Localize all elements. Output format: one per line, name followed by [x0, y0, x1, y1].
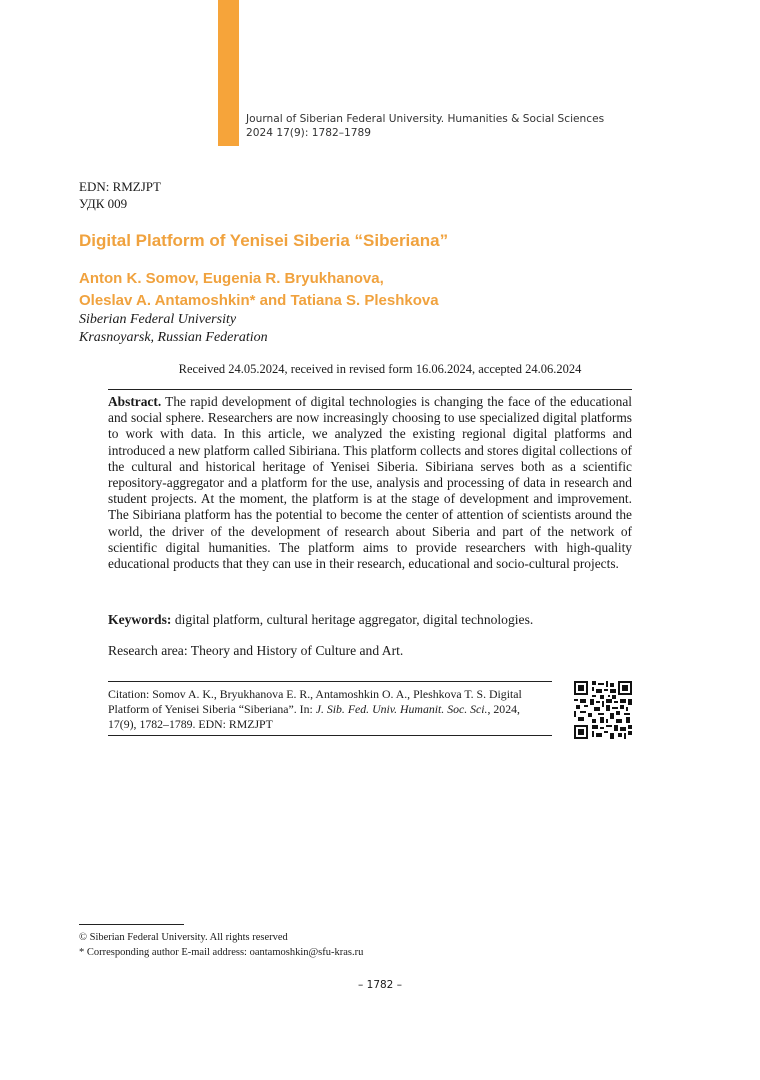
journal-volume: 2024 17(9): 1782–1789 — [246, 127, 371, 139]
keywords-label: Keywords: — [108, 612, 172, 627]
citation-bottom-rule — [108, 735, 552, 736]
keywords-text: digital platform, cultural heritage aggregator, digital technologies. — [174, 612, 534, 627]
udk-code: УДК 009 — [79, 196, 128, 211]
citation-top-rule — [108, 681, 552, 682]
affiliation-institution: Siberian Federal University — [79, 312, 237, 327]
authors-line-2: Oleslav A. Antamoshkin* and Tatiana S. Pleshkova — [79, 292, 439, 309]
keywords — [108, 612, 632, 628]
journal-name: Journal of Siberian Federal University. Humanities & Social Sciences — [246, 113, 605, 125]
page-number: – 1782 – — [358, 979, 402, 991]
affiliation-location: Krasnoyarsk, Russian Federation — [79, 330, 268, 345]
citation — [108, 687, 548, 732]
affiliation — [79, 311, 268, 347]
copyright-notice: © Siberian Federal University. All rights reserved — [79, 932, 288, 943]
citation-authors-title: Citation: Somov A. K., Bryukhanova E. R., Antamoshkin O. A., Pleshkova T. S. Digital Platform of Yenisei Siberia “Siberiana”. In: — [108, 687, 522, 716]
author-list — [79, 268, 439, 312]
article-meta — [79, 178, 161, 212]
research-area: Research area: Theory and History of Culture and Art. — [108, 643, 404, 658]
article-title: Digital Platform of Yenisei Siberia “Siberiana” — [79, 231, 449, 250]
abstract — [108, 394, 632, 572]
journal-header — [246, 112, 604, 140]
journal-accent-bar — [218, 0, 239, 146]
abstract-text: The rapid development of digital technologies is changing the face of the educational and social sphere. Researchers are now increasingly choosing to use specialized digital platforms to work with data. In this article, we analyzed the existing regional digital platforms and introduced a new platform called Sibiriana. This platform collects and stores digital collections of the cultural and historical heritage of Yenisei Siberia. Sibiriana serves both as a scientific repository-aggregator and a platform for the use, analysis and processing of data in research and student projects. At the moment, the platform is at the stage of development and improvement. The Sibiriana platform has the potential to become the center of attention of scientists around the world, the driver of the development of research about Siberia and part of the network of scientific digital humanities. The platform aims to provide researchers with high-quality educational products that they can use in their research, educational and socio-cultural projects. — [108, 394, 633, 572]
citation-journal: J. Sib. Fed. Univ. Humanit. Soc. Sci. — [315, 702, 488, 716]
footnotes — [79, 930, 363, 960]
qr-code[interactable] — [574, 681, 632, 739]
citation-details: , 2024, 17(9), 1782–1789. EDN: RMZJPT — [108, 702, 520, 731]
abstract-label: Abstract. — [108, 394, 162, 409]
received-dates: Received 24.05.2024, received in revised form 16.06.2024, accepted 24.06.2024 — [178, 362, 582, 376]
corresponding-author: * Corresponding author E-mail address: oantamoshkin@sfu-kras.ru — [79, 947, 364, 958]
authors-line-1: Anton K. Somov, Eugenia R. Bryukhanova, — [79, 270, 384, 287]
abstract-top-rule — [108, 389, 632, 390]
edn-code: EDN: RMZJPT — [79, 179, 161, 194]
footnote-divider — [79, 924, 184, 925]
